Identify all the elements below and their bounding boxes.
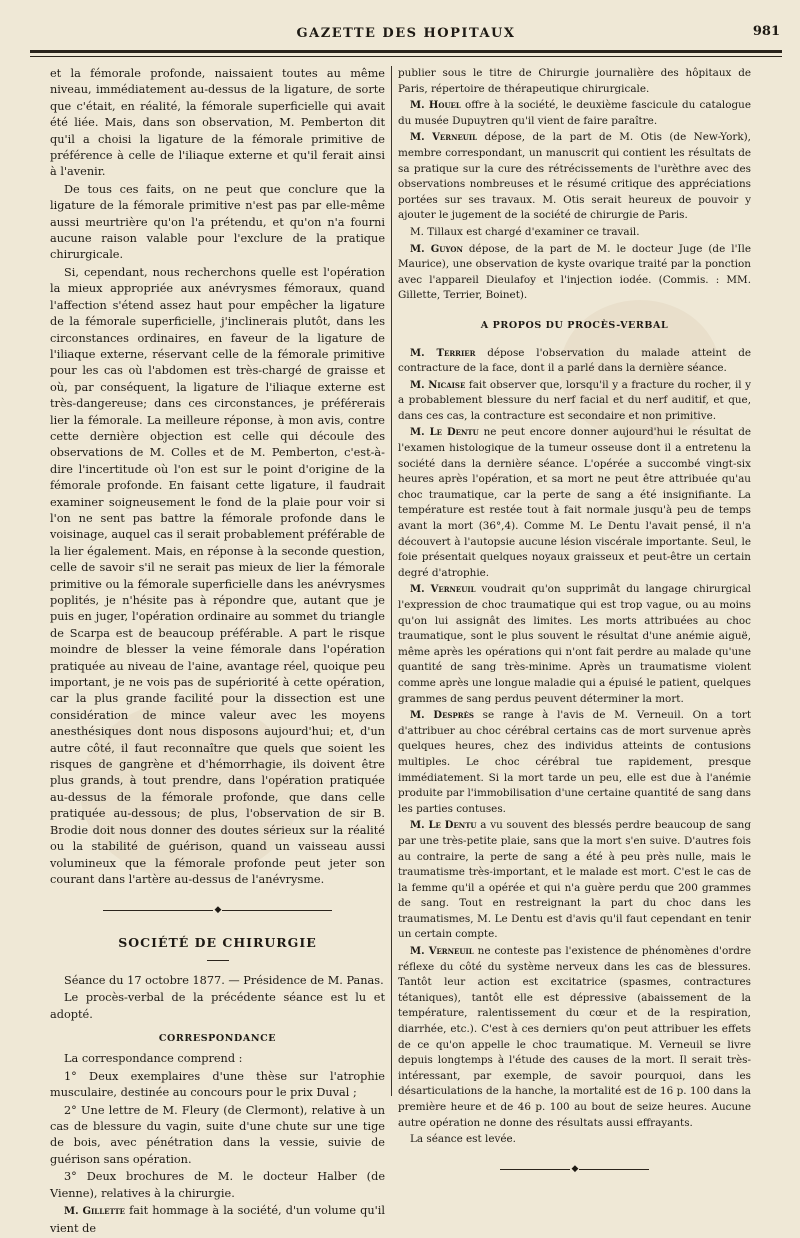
paragraph (398, 98, 751, 129)
paragraph (398, 818, 751, 943)
paragraph: et la fémorale profonde, naissaient toutes au même niveau, immédiatement au-dessus de la ligature, de sorte que c'était, en réalité, la fémorale superficielle qui avait été liée. Mais, dans son observation, M. Pemberton dit qu'il a choisi la ligature de la fémorale primitive de préférence à celle de l'iliaque externe et qu'il ferait ainsi à l'avenir. (50, 67, 385, 179)
speaker-name: M. Gillette (64, 1206, 125, 1218)
paragraph (398, 944, 751, 1131)
speaker-name: M. Houel (410, 100, 461, 112)
paragraph-text: se range à l'avis de M. Verneuil. On a tort d'attribuer au choc cérébral certains cas de mort survenue après quelques heures, chez des individus atteints de contusions multiples. Le choc cérébral tue rapidement, presque immédiatement. Si la mort tarde un peu, elle est due à l'anémie produite par l'immobilisation d'une certaine quantité de sang dans les parties contuses. (398, 709, 752, 815)
header-rule-thick (30, 50, 782, 53)
paragraph: Si, cependant, nous recherchons quelle est l'opération la mieux appropriée aux anévrysmes fémoraux, quand l'affection s'étend assez haut pour empêcher la ligature de la fémorale superficielle, j'inclinerais plutôt, dans les circonstances ordinaires, en faveur de la ligature de l'iliaque externe, réservant celle de la fémorale primitive pour les cas où l'abdomen est très-chargé de graisse et où, par conséquent, la ligature de l'iliaque externe est très-dangereuse; dans ces circonstances, je préférerais lier la fémorale. La meilleure réponse, à mon avis, contre cette dernière objection est celle qui découle des observations de M. Colles et de M. Pemberton, c'est-à-dire l'incertitude où l'on est sur le point d'origine de la fémorale profonde. En faisant cette ligature, il faudrait examiner soigneusement le fond de la plaie pour voir si l'on ne sent pas battre la fémorale profonde dans le voisinage, auquel cas il serait probablement préférable de la lier également. Mais, en réponse à la seconde question, celle de savoir s'il ne serait pas mieux de lier la fémorale primitive ou la fémorale superficielle dans les anévrysmes poplités, je n'hésite pas à répondre que, autant que je puis en juger, l'opération ordinaire au sommet du triangle de Scarpa est de beaucoup préférable. A part le risque moindre de blesser la veine fémorale dans l'opération pratiquée au niveau de l'aine, avantage réel, quoique peu important, je ne vois pas de supériorité à cette opération, car la plus grande facilité pour la dissection est une considération de mince valeur avec les moyens anesthésiques dont nous disposons aujourd'hui; et, d'un autre côté, il faut reconnaître que quels que soient les risques de gangrène et d'hémorrhagie, ils doivent être plus grands, à tout prendre, dans l'opération pratiquée au-dessus de la fémorale profonde, que dans celle pratiquée au-dessous; de plus, l'observation de sir B. Brodie doit nous donner des doutes sérieux sur la réalité ou la stabilité de guérison, quand un vaisseau aussi volumineux que la fémorale profonde peut jeter son courant dans l'artère au-dessus de l'anévrysme. (50, 265, 385, 886)
speaker-name: M. Nicaise (410, 379, 466, 391)
speaker-name: M. Le Dentu (410, 820, 477, 832)
speaker-name: M. Desprès (410, 710, 474, 722)
paragraph (398, 346, 751, 377)
paragraph (398, 708, 751, 817)
paragraph-text: ne conteste pas l'existence de phénomènes d'ordre réflexe du côté du système nerveux dans les cas de blessures. Tantôt leur action est excitatrice (spasmes, contractures tétaniques), tantôt elle est dépressive (abaissement de la température, ralentissement du cœur et de la respiration, diarrhée, etc.). C'est à ces derniers qu'on peut attribuer les effets de ce qu'on appelle le choc traumatique. M. Verneuil se livre depuis longtemps à l'étude des causes de la mort. Il serait très-intéressant, par exemple, de savoir pourquoi, dans les désarticulations de la hanche, la mortalité est de 16 p. 100 dans la première heure et de 46 p. 100 au bout de seize heures. Aucune autre opération ne donne des résultats aussi effrayants. (398, 945, 751, 1129)
right-column (398, 66, 751, 1195)
left-column (50, 66, 385, 1238)
section-ornament: ◆ (50, 902, 385, 919)
correspondance-heading: CORRESPONDANCE (158, 1033, 277, 1045)
paragraph-text: dépose l'observation du malade atteint de contracture de la face, dont il a parlé dans la dernière séance. (398, 346, 751, 375)
seance-line: Séance du 17 octobre 1877. — Présidence de M. Panas. (64, 973, 384, 987)
correspondance-item: 3° Deux brochures de M. le docteur Halber (de Vienne), relatives à la chirurgie. (50, 1170, 385, 1200)
correspondance-item: 1° Deux exemplaires d'une thèse sur l'atrophie musculaire, destinée au concours pour le prix Duval ; (50, 1069, 385, 1100)
paragraph (398, 425, 751, 581)
closing-line: La séance est levée. (410, 1133, 516, 1146)
paragraph-text: dépose, de la part de M. Otis (de New-York), membre correspondant, un manuscrit qui contient les résultats de sa pratique sur la cure des rétrécissements de l'urèthre avec des observations nombreuses et le résumé critique des appréciations portées sur ses travaux. M. Otis serait heureux de pouvoir y ajouter le jugement de la société de chirurgie de Paris. (398, 131, 751, 222)
paragraph-text: voudrait qu'on supprimât du langage chirurgical l'expression de choc traumatique qui est trop vague, ou au moins qu'on lui assignât des limites. Les morts attribuées au choc traumatique, sont le plus souvent le résultat d'une anémie aiguë, même après les opérations qui n'ont fait perdre au malade qu'une quantité de sang très-minime. Après un traumatisme violent comme après une longue maladie qui a épuisé le patient, quelques grammes de sang perdus peuvent déterminer la mort. (398, 583, 751, 705)
paragraph-text: fait observer que, lorsqu'il y a fracture du rocher, il y a probablement blessure du nerf facial et du nerf auditif, et que, dans ces cas, la contracture est secondaire et non primitive. (398, 378, 751, 422)
paragraph: M. Tillaux est chargé d'examiner ce travail. (410, 225, 640, 238)
page-header (30, 26, 782, 46)
page-number: 981 (752, 24, 780, 39)
speaker-name: M. Le Dentu (410, 427, 479, 439)
proces-verbal-line: Le procès-verbal de la précédente séance est lu et adopté. (50, 991, 385, 1021)
speaker-name: M. Verneuil (410, 946, 474, 958)
paragraph: publier sous le titre de Chirurgie journalière des hôpitaux de Paris, répertoire de thérapeutique chirurgicale. (398, 67, 751, 95)
paragraph (398, 582, 751, 707)
paragraph-text: ne peut encore donner aujourd'hui le résultat de l'examen histologique de la tumeur osseuse dont il a entretenu la société dans la dernière séance. L'opérée a succombé vingt-six heures après l'opération, et sa mort ne peut être attribuée qu'au choc traumatique, car la perte de sang a été insignifiante. La température est restée tout à fait normale jusqu'à peu de temps avant la mort (36°,4). Comme M. Le Dentu l'avait pensé, il n'a découvert à l'autopsie aucune lésion viscérale importante. Seul, le foie présentait quelques noyaux graisseux et peut-être un certain degré d'atrophie. (398, 426, 751, 579)
paragraph (50, 1203, 385, 1237)
paragraph-text: offre à la société, le deuxième fascicule du catalogue du musée Dupuytren qu'il vient de faire paraître. (398, 99, 751, 127)
speaker-name: M. Guyon (410, 243, 463, 255)
paragraph-text: dépose, de la part de M. le docteur Juge (de l'Ile Maurice), une observation de kyste ovarique traité par la ponction avec l'appareil Dieulafoy et l'injection iodée. (Commis. : MM. Gillette, Terrier, Boinet). (398, 242, 751, 302)
subsection-heading: A PROPOS DU PROCÈS-VERBAL (480, 319, 669, 331)
paragraph (398, 242, 751, 304)
section-title: SOCIÉTÉ DE CHIRURGIE (118, 935, 317, 951)
speaker-name: M. Verneuil (410, 132, 478, 144)
correspondance-intro: La correspondance comprend : (64, 1052, 243, 1066)
publication-title: GAZETTE DES HOPITAUX (296, 26, 516, 41)
header-rule-thin (30, 56, 782, 57)
correspondance-item: 2° Une lettre de M. Fleury (de Clermont), relative à un cas de blessure du vagin, suite d'une chute sur une tige de bois, avec pénétration dans la vessie, suivie de guérison sans opération. (50, 1103, 385, 1166)
paragraph (398, 130, 751, 224)
paragraph-text: fait hommage à la société, d'un volume qu'il vient de (50, 1204, 385, 1235)
paragraph-text: a vu souvent des blessés perdre beaucoup de sang par une très-petite plaie, sans que la mort s'en suive. D'autres fois au contraire, la perte de sang a été à peu près nulle, mais le traumatisme très-important, et le malade est mort. C'est le cas de la femme qu'il a opérée et qui n'a guère perdu que 200 grammes de sang. Tout en restreignant la part du choc dans les traumatismes, M. Le Dentu est d'avis qu'il faut cependant en tenir un certain compte. (398, 819, 751, 941)
speaker-name: M. Terrier (410, 347, 476, 359)
speaker-name: M. Verneuil (410, 584, 476, 596)
paragraph (398, 378, 751, 425)
title-rule (207, 960, 229, 961)
end-ornament: ◆ (398, 1162, 751, 1179)
paragraph: De tous ces faits, on ne peut que conclure que la ligature de la fémorale primitive n'est pas par elle-même aussi meurtrière qu'on l'a prétendu, et qu'on n'a fourni aucune raison valable pour l'exclure de la pratique chirurgicale. (50, 182, 385, 262)
column-divider (391, 66, 392, 1096)
